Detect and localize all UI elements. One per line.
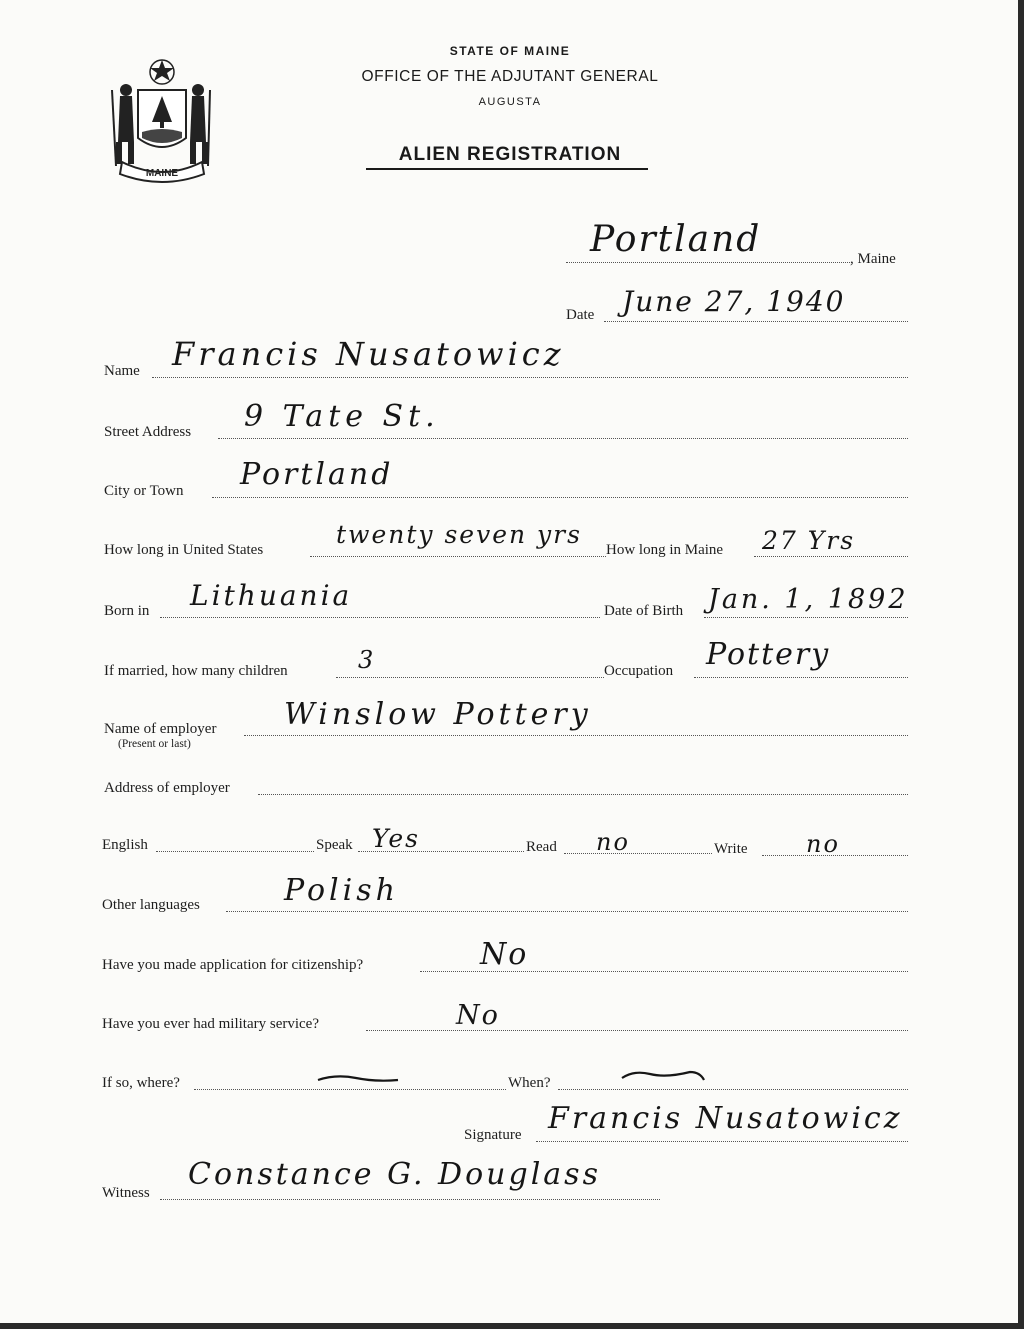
when-line (558, 1089, 908, 1090)
how-long-maine-label: How long in Maine (606, 542, 724, 558)
name-value: Francis Nusatowicz (172, 335, 565, 373)
when-label: When? (508, 1075, 551, 1091)
speak-label: Speak (316, 837, 353, 853)
city-value: Portland (240, 457, 394, 492)
witness-label: Witness (102, 1185, 150, 1201)
occupation-line (694, 677, 908, 678)
signature-line (536, 1141, 908, 1142)
speak-value: Yes (372, 824, 420, 853)
other-languages-value: Polish (284, 873, 399, 908)
citizenship-value: No (480, 937, 529, 972)
other-languages-label: Other languages (102, 897, 200, 913)
occupation-value: Pottery (706, 637, 831, 672)
how-long-us-line (310, 556, 606, 557)
born-in-line (160, 617, 600, 618)
english-line (156, 851, 314, 852)
english-label: English (102, 837, 148, 853)
how-long-maine-value: 27 Yrs (762, 526, 856, 555)
town-line (566, 262, 850, 263)
children-value: 3 (358, 646, 376, 674)
military-line (366, 1030, 908, 1031)
employer-value: Winslow Pottery (284, 697, 592, 732)
born-in-label: Born in (104, 603, 150, 619)
city-label: City or Town (104, 483, 184, 499)
military-value: No (456, 1000, 500, 1031)
city-line (212, 497, 908, 498)
signature-value: Francis Nusatowicz (548, 1101, 903, 1136)
write-value: no (806, 830, 840, 858)
signature-label: Signature (464, 1127, 522, 1143)
witness-value: Constance G. Douglass (188, 1157, 601, 1192)
children-label: If married, how many children (104, 663, 288, 679)
town-value: Portland (590, 219, 762, 260)
how-long-maine-line (754, 556, 908, 557)
street-value: 9 Tate St. (244, 399, 440, 434)
read-line (564, 853, 712, 854)
witness-line (160, 1199, 660, 1200)
date-label: Date (566, 307, 595, 323)
where-line (194, 1089, 506, 1090)
where-label: If so, where? (102, 1075, 180, 1091)
date-value: June 27, 1940 (622, 285, 846, 318)
military-label: Have you ever had military service? (102, 1016, 319, 1032)
dob-value: Jan. 1, 1892 (708, 584, 909, 615)
dob-label: Date of Birth (604, 603, 684, 619)
employer-label: Name of employer (104, 721, 217, 737)
when-dash-mark (620, 1066, 706, 1082)
read-value: no (596, 828, 630, 856)
form-title: ALIEN REGISTRATION (398, 144, 622, 165)
title-underline (366, 168, 648, 170)
employer-address-line (258, 794, 908, 795)
dob-line (704, 617, 908, 618)
born-in-value: Lithuania (190, 579, 353, 612)
name-line (152, 377, 908, 378)
street-line (218, 438, 908, 439)
employer-line (244, 735, 908, 736)
header-city: AUGUSTA (478, 96, 542, 108)
how-long-us-value: twenty seven yrs (336, 520, 582, 549)
maine-label: , Maine (850, 251, 896, 267)
write-label: Write (714, 841, 748, 857)
street-label: Street Address (104, 424, 192, 440)
employer-address-label: Address of employer (104, 780, 230, 796)
citizenship-label: Have you made application for citizenship? (102, 957, 364, 973)
header-state: STATE OF MAINE (449, 44, 571, 58)
other-languages-line (226, 911, 908, 912)
date-line (604, 321, 908, 322)
header-office: OFFICE OF THE ADJUTANT GENERAL (361, 68, 659, 85)
children-line (336, 677, 604, 678)
name-label: Name (104, 363, 140, 379)
employer-sublabel: (Present or last) (118, 738, 191, 750)
maine-state-seal-icon (108, 56, 216, 184)
how-long-us-label: How long in United States (104, 542, 264, 558)
read-label: Read (526, 839, 557, 855)
occupation-label: Occupation (604, 663, 674, 679)
seal-banner: MAINE (145, 168, 179, 179)
where-dash-mark (316, 1072, 400, 1086)
